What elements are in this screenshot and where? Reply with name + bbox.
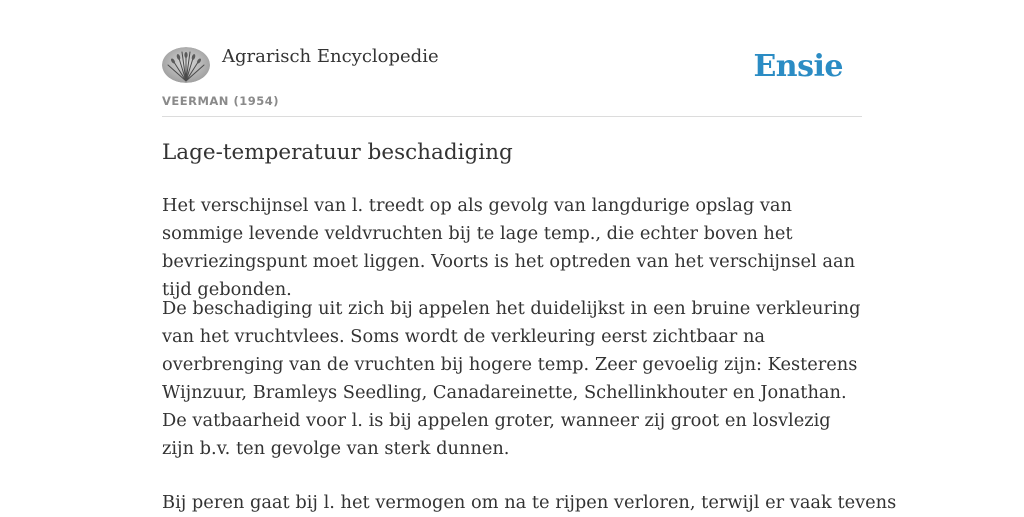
article-paragraph: De beschadiging uit zich bij appelen het duidelijkst in een bruine verkleuring van het vruchtvlees. Soms wordt de verkleuring eerst zichtbaar na overbrenging van de vruchten bij hogere temp. Zeer gevoelig zijn: Kesterens Wijnzuur, Bramleys Seedling, Canadareinette, Schellinkhouter en Jonathan. De vatbaarheid voor l. is bij appelen groter, wanneer zij groot en losvlezig zijn b.v. ten gevolge van sterk dunnen. [162,298,861,459]
page-title: Lage-temperatuur beschadiging [162,140,513,165]
article-paragraph: Het verschijnsel van l. treedt op als gevolg van langdurige opslag van sommige levende veldvruchten bij te lage temp., die echter boven het bevriezingspunt moet liggen. Voorts is het optreden van het verschijnsel aan tijd gebonden. [162,195,856,300]
article-paragraph: Bij peren gaat bij l. het vermogen om na te rijpen verloren, terwijl er vaak tevens [162,492,897,513]
brand-logo-link[interactable]: Ensie [753,49,843,84]
source-meta: VEERMAN (1954) [162,94,279,108]
source-title[interactable]: Agrarisch Encyclopedie [222,46,439,67]
page [162,0,897,513]
header [162,0,862,117]
wheat-sheaf-logo-icon[interactable] [162,47,210,83]
